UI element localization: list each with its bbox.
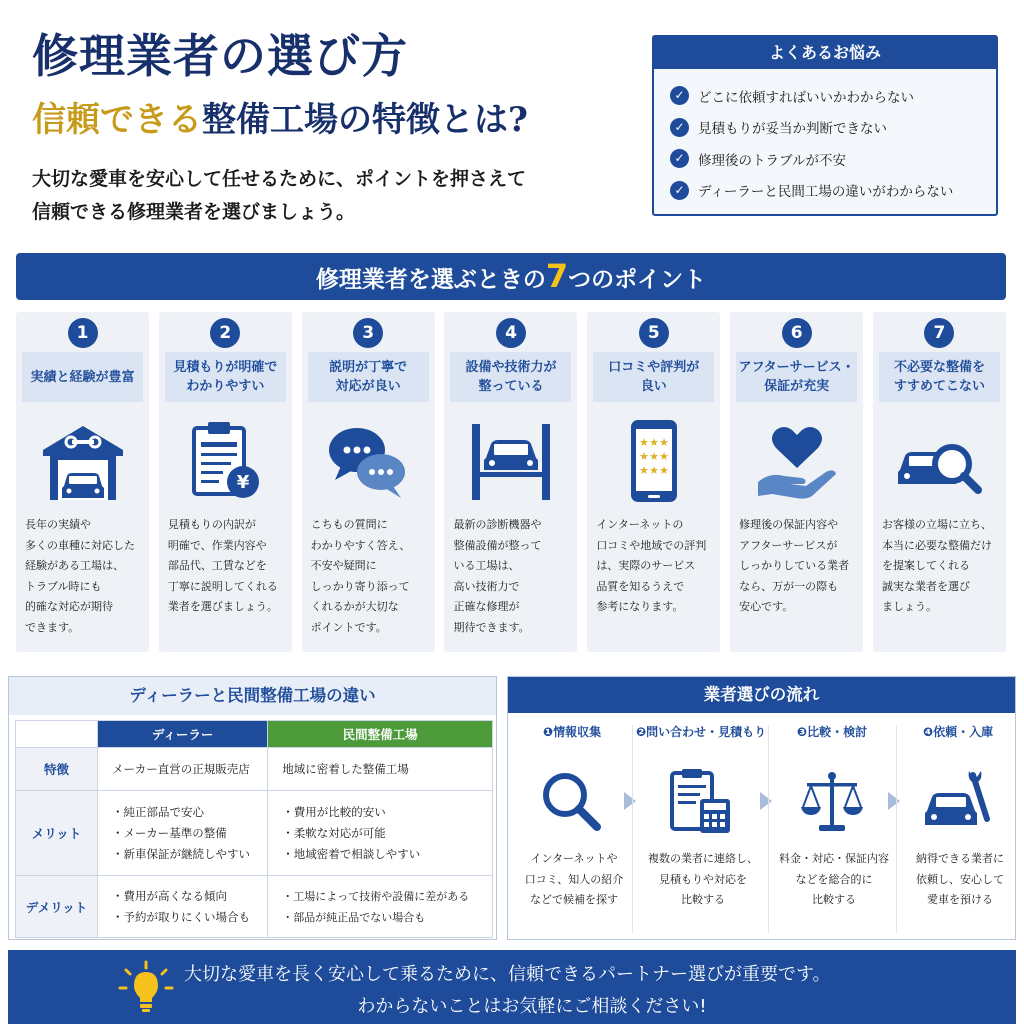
estimate-clipboard-icon: [180, 416, 270, 506]
point-number: 4: [496, 318, 526, 348]
svg-text:★: ★: [648, 436, 659, 449]
worry-item: [670, 112, 996, 144]
point-text: 長年の実績や 多くの車種に対応した 経験がある工場は、 トラブル時にも 的確な対応が期待 できます。: [25, 518, 135, 634]
flow-step-text: 料金・対応・保証内容 などを総合的に 比較する: [779, 852, 889, 906]
worry-item: [670, 143, 996, 175]
svg-text:¥: ¥: [237, 472, 250, 493]
comparison-title: ディーラーと民間整備工場の違い: [9, 677, 496, 715]
flow-divider: [632, 725, 633, 933]
banner-text-after: つのポイント: [568, 267, 707, 293]
point-title: 説明が丁寧で 対応が良い: [308, 352, 429, 402]
svg-text:★: ★: [648, 464, 659, 477]
point-title: アフターサービス・ 保証が充実: [736, 352, 857, 402]
comparison-table: [15, 720, 493, 938]
worry-item: [670, 175, 996, 207]
point-text: 修理後の保証内容や アフターサービスが しっかりしている業者 なら、万が一の際も 安心です。: [739, 518, 850, 613]
page-title: 修理業者の選び方: [32, 29, 408, 83]
table-cell: ・費用が比較的安い ・柔軟な対応が可能 ・地域密着で相談しやすい: [268, 791, 493, 876]
point-title: 口コミや評判が 良い: [593, 352, 714, 402]
svg-text:★: ★: [658, 436, 669, 449]
subtitle-highlight: 信頼できる: [32, 100, 202, 140]
point-card-7: [873, 312, 1006, 652]
table-row: [16, 876, 493, 938]
flow-step-label: ❸比較・検討: [796, 725, 868, 739]
magnifier-icon: [537, 767, 607, 837]
point-card-2: [159, 312, 292, 652]
point-card-4: [444, 312, 577, 652]
estimate-calculator-icon: [666, 767, 736, 837]
flow-step-1: [514, 717, 630, 935]
flow-panel: [507, 676, 1016, 940]
point-number: 5: [639, 318, 669, 348]
table-row: [16, 748, 493, 791]
point-title: 設備や技術力が 整っている: [450, 352, 571, 402]
flow-step-label: ❹依頼・入庫: [922, 725, 994, 739]
lead-text: [32, 163, 526, 229]
flow-step-text: インターネットや 口コミ、知人の紹介 などで候補を探す: [524, 852, 624, 906]
svg-text:★: ★: [658, 450, 669, 463]
comparison-panel: [8, 676, 497, 940]
svg-text:★: ★: [638, 436, 649, 449]
point-card-1: [16, 312, 149, 652]
point-text: こちもの質問に わかりやすく答え、 不安や疑問に しっかり寄り添って くれるかが大切な ポイントです。: [310, 518, 411, 634]
car-magnifier-icon: [894, 416, 984, 506]
worry-text: 修理後のトラブルが不安: [698, 152, 846, 169]
worry-text: ディーラーと民間工場の違いがわからない: [698, 184, 954, 201]
page-subtitle: [32, 92, 528, 141]
worry-item: [670, 80, 996, 112]
subtitle-rest: 整備工場の特徴とは?: [202, 100, 528, 140]
point-number: 2: [210, 318, 240, 348]
banner-number: 7: [545, 257, 569, 295]
smartphone-stars-icon: [609, 416, 699, 506]
flow-step-4: [900, 717, 1016, 935]
table-cell: メーカー直営の正規販売店: [98, 748, 268, 791]
column-header-local: 民間整備工場: [268, 721, 493, 748]
garage-car-icon: [38, 416, 128, 506]
point-text: お客様の立場に立ち、 本当に必要な整備だけ を提案してくれる 誠実な業者を選び ましょう。: [881, 518, 992, 613]
row-header: 特徴: [16, 748, 98, 791]
car-wrench-icon: [923, 767, 993, 837]
worries-box: [652, 35, 998, 216]
car-lift-icon: [466, 416, 556, 506]
heart-hand-icon: [752, 416, 842, 506]
table-cell: 地域に密着した整備工場: [268, 748, 493, 791]
arrow-right-icon: [760, 792, 772, 810]
lead-line-2: 信頼できる修理業者を選びましょう。: [32, 201, 356, 223]
check-icon: ✓: [670, 86, 689, 105]
point-text: インターネットの 口コミや地域での評判 は、実際のサービス 品質を知るうえで 参考になります。: [596, 518, 707, 613]
svg-text:★: ★: [638, 464, 649, 477]
flow-title: 業者選びの流れ: [508, 677, 1015, 713]
table-corner-cell: [16, 721, 98, 748]
table-header-row: [16, 721, 493, 748]
svg-text:★: ★: [658, 464, 669, 477]
flow-step-text: 複数の業者に連絡し、 見積もりや対応を 比較する: [648, 852, 758, 906]
footer-line-1: 大切な愛車を長く安心して乗るために、信頼できるパートナー選びが重要です。: [184, 964, 831, 985]
footer-banner: [8, 950, 1016, 1024]
point-text: 最新の診断機器や 整備設備が整って いる工場は、 高い技術力で 正確な修理が 期待できます。: [453, 518, 542, 634]
point-number: 3: [353, 318, 383, 348]
points-grid: [16, 312, 1006, 652]
worries-title: よくあるお悩み: [654, 37, 996, 69]
table-cell: ・工場によって技術や設備に差がある ・部品が純正品でない場合も: [268, 876, 493, 938]
point-number: 6: [782, 318, 812, 348]
flow-divider: [896, 725, 897, 933]
balance-scale-icon: [797, 767, 867, 837]
arrow-right-icon: [624, 792, 636, 810]
flow-step-label: ❶情報収集: [542, 725, 602, 739]
row-header: メリット: [16, 791, 98, 876]
worry-text: どこに依頼すればいいかわからない: [698, 89, 914, 106]
point-number: 1: [68, 318, 98, 348]
check-icon: ✓: [670, 118, 689, 137]
arrow-right-icon: [888, 792, 900, 810]
point-card-6: [730, 312, 863, 652]
point-card-3: [302, 312, 435, 652]
lead-line-1: 大切な愛車を安心して任せるために、ポイントを押さえて: [32, 168, 527, 190]
chat-bubbles-icon: [323, 416, 413, 506]
flow-step-label: ❷問い合わせ・見積もり: [636, 725, 767, 739]
point-title: 実績と経験が豊富: [22, 352, 143, 402]
worry-text: 見積もりが妥当か判断できない: [698, 121, 887, 138]
flow-step-2: [636, 717, 766, 935]
flow-step-3: [774, 717, 890, 935]
points-banner: [16, 253, 1006, 300]
table-cell: ・費用が高くなる傾向 ・予約が取りにくい場合も: [98, 876, 268, 938]
flow-step-text: 納得できる業者に 依頼し、安心して 愛車を預ける: [916, 852, 1004, 906]
point-number: 7: [924, 318, 954, 348]
svg-text:★: ★: [648, 450, 659, 463]
point-text: 見積もりの内訳が 明確で、作業内容や 部品代、工賃などを 丁寧に説明してくれる 業者を選びましょう。: [167, 518, 278, 613]
svg-text:★: ★: [638, 450, 649, 463]
point-title: 見積もりが明確で わかりやすい: [165, 352, 286, 402]
table-row: [16, 791, 493, 876]
point-card-5: [587, 312, 720, 652]
worries-list: [654, 69, 996, 206]
check-icon: ✓: [670, 181, 689, 200]
banner-text-before: 修理業者を選ぶときの: [315, 267, 546, 293]
point-title: 不必要な整備を すすめてこない: [879, 352, 1000, 402]
row-header: デメリット: [16, 876, 98, 938]
flow-divider: [768, 725, 769, 933]
check-icon: ✓: [670, 149, 689, 168]
footer-line-2: わからないことはお気軽にご相談ください!: [357, 996, 707, 1017]
table-cell: ・純正部品で安心 ・メーカー基準の整備 ・新車保証が継続しやすい: [98, 791, 268, 876]
column-header-dealer: ディーラー: [98, 721, 268, 748]
